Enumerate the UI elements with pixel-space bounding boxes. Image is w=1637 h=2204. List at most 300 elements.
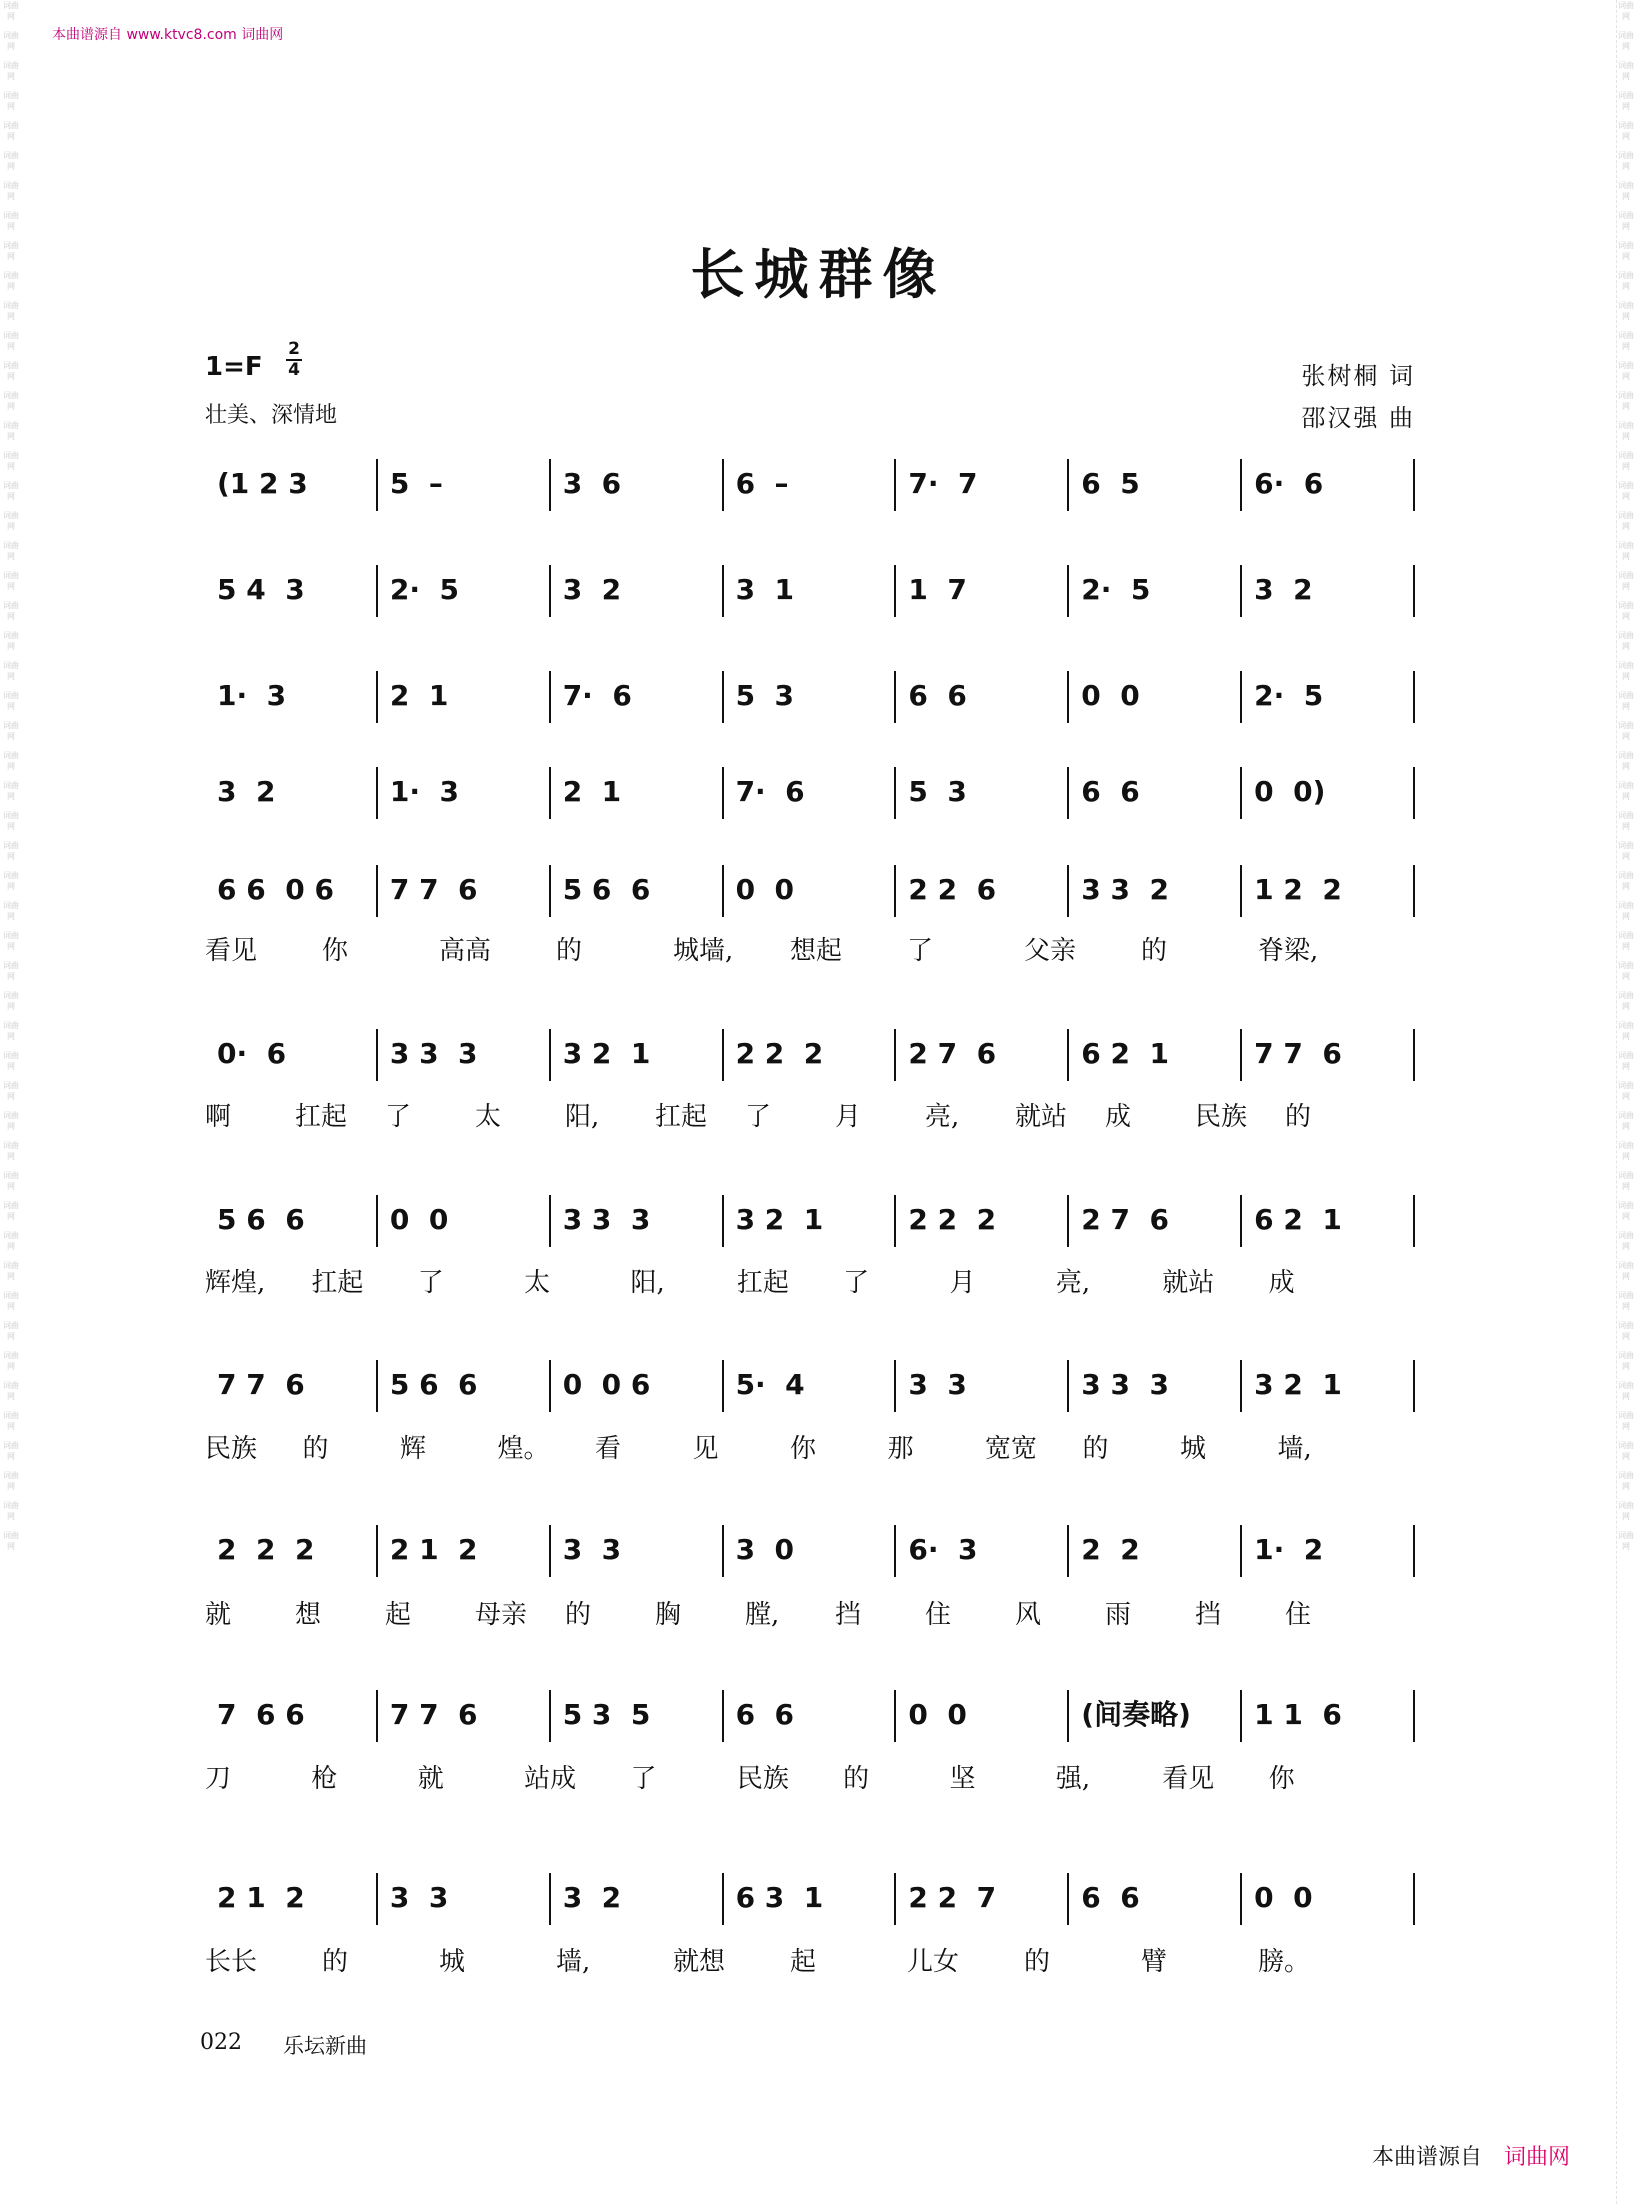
side-watermark-text: 词曲网 [3, 1411, 19, 1431]
barline [1413, 1029, 1415, 1081]
lyric-word: 扛起 [311, 1268, 364, 1298]
lyric-word: 那 [887, 1434, 914, 1464]
lyric-word: 煌。 [497, 1434, 550, 1464]
side-watermark-text: 词曲网 [1618, 121, 1634, 141]
barline [1067, 1360, 1069, 1412]
note-group: 6 2 1 [1254, 1203, 1342, 1236]
side-watermark-text: 词曲网 [3, 541, 19, 561]
lyric-line [205, 1096, 1415, 1136]
lyric-word: 想起 [790, 936, 843, 966]
barline [549, 1360, 551, 1412]
staff-line [205, 1685, 1415, 1745]
note-group: 5 4 3 [217, 573, 305, 606]
side-watermark-text: 词曲网 [3, 391, 19, 411]
note-group: 7· 6 [735, 775, 805, 808]
note-group: 3 1 [735, 573, 795, 606]
lyric-word: 坚 [949, 1764, 976, 1794]
side-watermark-text: 词曲网 [3, 121, 19, 141]
note-group: 3 3 3 [1081, 1368, 1169, 1401]
side-watermark-text: 词曲网 [3, 91, 19, 111]
lyric-word: 墙, [556, 1947, 591, 1977]
barline [722, 1360, 724, 1412]
barline [1413, 459, 1415, 511]
lyric-word: 的 [1141, 936, 1168, 966]
side-watermark-text: 词曲网 [1618, 841, 1634, 861]
side-watermark-text: 词曲网 [3, 931, 19, 951]
barline [549, 459, 551, 511]
side-watermark-text: 词曲网 [3, 1051, 19, 1071]
side-watermark-text: 词曲网 [3, 781, 19, 801]
side-watermark-text: 词曲网 [1618, 991, 1634, 1011]
side-watermark-text: 词曲网 [1618, 391, 1634, 411]
side-watermark-text: 词曲网 [1618, 271, 1634, 291]
barline [1067, 1525, 1069, 1577]
staff-line [205, 762, 1415, 822]
side-watermark-text: 词曲网 [1618, 1411, 1634, 1431]
note-group: 0 0) [1254, 775, 1326, 808]
side-watermark-text: 词曲网 [3, 481, 19, 501]
note-group: 0 0 [1254, 1881, 1313, 1914]
barline [376, 767, 378, 819]
barline [376, 671, 378, 723]
lyric-line [205, 930, 1415, 970]
lyric-word: 看见 [205, 936, 258, 966]
side-watermark-text: 词曲网 [3, 31, 19, 51]
lyric-word: 民族 [205, 1434, 258, 1464]
side-watermark-text: 词曲网 [1618, 1141, 1634, 1161]
lyric-word: 墙, [1277, 1434, 1312, 1464]
note-group: 3 0 [735, 1533, 795, 1566]
side-watermark-text: 词曲网 [3, 331, 19, 351]
side-watermark-text: 词曲网 [3, 1141, 19, 1161]
lyric-word: 长长 [205, 1947, 258, 1977]
barline [1240, 459, 1242, 511]
note-group: 3 3 2 [1081, 873, 1169, 906]
note-group: 6 2 1 [1081, 1037, 1169, 1070]
lyric-word: 儿女 [907, 1947, 960, 1977]
lyric-word: 起 [790, 1947, 817, 1977]
lyric-word: 脊梁, [1258, 936, 1319, 966]
side-watermark-text: 词曲网 [3, 1471, 19, 1491]
staff-line [205, 666, 1415, 726]
note-group: 2 1 [389, 679, 449, 712]
side-watermark-text: 词曲网 [1618, 1081, 1634, 1101]
note-group: 7 7 6 [1254, 1037, 1342, 1070]
side-watermark-text: 词曲网 [3, 421, 19, 441]
side-watermark-text: 词曲网 [1618, 181, 1634, 201]
lyric-line [205, 1941, 1415, 1981]
side-watermark-text: 词曲网 [1618, 901, 1634, 921]
lyric-word: 母亲 [475, 1600, 528, 1630]
lyric-word: 住 [925, 1600, 952, 1630]
right-watermark-strip [1616, 0, 1635, 2204]
barline [722, 459, 724, 511]
side-watermark-text: 词曲网 [3, 1441, 19, 1461]
barline [1240, 1873, 1242, 1925]
barline [549, 865, 551, 917]
note-group: 6 6 0 6 [217, 873, 334, 906]
side-watermark-text: 词曲网 [1618, 1021, 1634, 1041]
side-watermark-text: 词曲网 [1618, 241, 1634, 261]
lyric-word: 宽宽 [985, 1434, 1038, 1464]
side-watermark-text: 词曲网 [1618, 1501, 1634, 1521]
note-group: 0 0 [735, 873, 795, 906]
note-group: 2 2 [1081, 1533, 1140, 1566]
barline [894, 767, 896, 819]
note-group: 1 7 [908, 573, 967, 606]
lyric-word: 臂 [1141, 1947, 1168, 1977]
lyric-word: 刀 [205, 1764, 232, 1794]
side-watermark-text: 词曲网 [1618, 781, 1634, 801]
barline [376, 1525, 378, 1577]
song-title: 长城群像 [690, 243, 947, 306]
lyric-word: 膛, [745, 1600, 780, 1630]
barline [549, 1873, 551, 1925]
barline [376, 565, 378, 617]
side-watermark-text: 词曲网 [1618, 301, 1634, 321]
side-watermark-text: 词曲网 [1618, 331, 1634, 351]
barline [722, 1029, 724, 1081]
note-group: 6 3 1 [735, 1881, 824, 1914]
lyric-word: 了 [843, 1268, 870, 1298]
lyric-word: 阳, [630, 1268, 665, 1298]
barline [1240, 1690, 1242, 1742]
lyric-word: 住 [1285, 1600, 1312, 1630]
side-watermark-text: 词曲网 [1618, 871, 1634, 891]
lyric-word: 挡 [835, 1600, 862, 1630]
barline [1067, 1873, 1069, 1925]
note-group: 3 2 [217, 775, 276, 808]
side-watermark-text: 词曲网 [3, 1291, 19, 1311]
lyric-word: 膀。 [1258, 1947, 1311, 1977]
lyric-word: 的 [1285, 1102, 1312, 1132]
lyricist-credit: 张树桐 词 [1301, 362, 1415, 390]
side-watermark-text: 词曲网 [1618, 361, 1634, 381]
side-watermark-text: 词曲网 [1618, 541, 1634, 561]
lyric-word: 月 [835, 1102, 862, 1132]
lyric-word: 的 [556, 936, 583, 966]
staff-line [205, 1024, 1415, 1084]
bottom-source-watermark [1372, 2140, 1570, 2171]
lyric-line [205, 1428, 1415, 1468]
side-watermark-text: 词曲网 [1618, 61, 1634, 81]
barline [376, 1360, 378, 1412]
note-group: 5 6 6 [389, 1368, 478, 1401]
lyric-word: 的 [565, 1600, 592, 1630]
lyric-word: 挡 [1195, 1600, 1222, 1630]
lyric-word: 看见 [1162, 1764, 1215, 1794]
side-watermark-text: 词曲网 [3, 1081, 19, 1101]
note-group: (1 2 3 [217, 467, 308, 500]
lyric-word: 太 [524, 1268, 551, 1298]
note-group: 6 5 [1081, 467, 1140, 500]
side-watermark-text: 词曲网 [3, 691, 19, 711]
lyric-word: 父亲 [1024, 936, 1077, 966]
note-group: 3 3 [908, 1368, 967, 1401]
bottom-source-label: 本曲谱源自 [1372, 2145, 1483, 2170]
barline [1413, 1690, 1415, 1742]
side-watermark-text: 词曲网 [1618, 721, 1634, 741]
side-watermark-text: 词曲网 [1618, 1261, 1634, 1281]
page-number: 022 [200, 2030, 242, 2055]
note-group: 3 6 [562, 467, 622, 500]
note-group: 3 2 [562, 1881, 622, 1914]
lyric-word: 了 [417, 1268, 444, 1298]
barline [894, 1690, 896, 1742]
note-group: 5 6 6 [562, 873, 651, 906]
note-group: 5 3 5 [562, 1698, 651, 1731]
lyric-word: 月 [949, 1268, 976, 1298]
note-group: 3 3 3 [562, 1203, 651, 1236]
lyric-word: 了 [385, 1102, 412, 1132]
side-watermark-text: 词曲网 [1618, 961, 1634, 981]
barline [1240, 565, 1242, 617]
side-watermark-text: 词曲网 [3, 1, 19, 21]
side-watermark-text: 词曲网 [1618, 661, 1634, 681]
side-watermark-text: 词曲网 [3, 1231, 19, 1251]
side-watermark-text: 词曲网 [1618, 421, 1634, 441]
side-watermark-text: 词曲网 [3, 631, 19, 651]
side-watermark-text: 词曲网 [3, 1261, 19, 1281]
barline [1413, 1360, 1415, 1412]
barline [894, 1525, 896, 1577]
note-group: 5· 4 [735, 1368, 805, 1401]
side-watermark-text: 词曲网 [1618, 811, 1634, 831]
lyric-word: 就站 [1162, 1268, 1215, 1298]
barline [722, 1525, 724, 1577]
note-group: 7· 6 [562, 679, 632, 712]
side-watermark-text: 词曲网 [1618, 1531, 1634, 1551]
side-watermark-text: 词曲网 [1618, 511, 1634, 531]
barline [722, 865, 724, 917]
note-group: 6 6 [908, 679, 967, 712]
note-group: 3 3 [389, 1881, 449, 1914]
barline [376, 1029, 378, 1081]
lyric-line [205, 1758, 1415, 1798]
note-group: 5 3 [908, 775, 967, 808]
note-group: 1 2 2 [1254, 873, 1342, 906]
lyric-word: 民族 [1195, 1102, 1248, 1132]
staff-line [205, 1520, 1415, 1580]
note-group: 2 1 [562, 775, 622, 808]
lyric-word: 风 [1015, 1600, 1042, 1630]
side-watermark-text: 词曲网 [1618, 1111, 1634, 1131]
note-group: 7· 7 [908, 467, 978, 500]
barline [1067, 565, 1069, 617]
lyric-word: 城 [439, 1947, 466, 1977]
side-watermark-text: 词曲网 [3, 901, 19, 921]
barline [1067, 1690, 1069, 1742]
key-signature: 1=F [205, 352, 263, 382]
lyric-word: 的 [1024, 1947, 1051, 1977]
lyric-word: 辉煌, [205, 1268, 266, 1298]
side-watermark-text: 词曲网 [3, 991, 19, 1011]
side-watermark-text: 词曲网 [3, 1351, 19, 1371]
note-group: 0· 6 [217, 1037, 287, 1070]
note-group: 6 6 [1081, 775, 1140, 808]
lyric-word: 就 [205, 1600, 232, 1630]
barline [1067, 1195, 1069, 1247]
note-group: 2· 5 [1081, 573, 1151, 606]
note-group: 3 2 1 [1254, 1368, 1342, 1401]
barline [1240, 1195, 1242, 1247]
side-watermark-text: 词曲网 [1618, 451, 1634, 471]
side-watermark-text: 词曲网 [1618, 1351, 1634, 1371]
note-group: 2 2 2 [735, 1037, 824, 1070]
barline [1067, 767, 1069, 819]
side-watermark-text: 词曲网 [3, 301, 19, 321]
side-watermark-text: 词曲网 [3, 1201, 19, 1221]
note-group: 2 7 6 [908, 1037, 997, 1070]
side-watermark-text: 词曲网 [3, 61, 19, 81]
side-watermark-text: 词曲网 [3, 151, 19, 171]
note-group: 1· 3 [217, 679, 287, 712]
side-watermark-text: 词曲网 [1618, 1441, 1634, 1461]
left-watermark-strip [2, 0, 20, 2204]
note-group: 2· 5 [389, 573, 459, 606]
bottom-source-site: 词曲网 [1504, 2145, 1571, 2170]
note-group: 0 0 6 [562, 1368, 651, 1401]
lyric-line [205, 1594, 1415, 1634]
lyric-word: 雨 [1105, 1600, 1132, 1630]
note-group: 1 1 6 [1254, 1698, 1342, 1731]
lyric-word: 扛起 [295, 1102, 348, 1132]
note-group: 1· 3 [389, 775, 459, 808]
side-watermark-text: 词曲网 [1618, 751, 1634, 771]
lyric-word: 了 [745, 1102, 772, 1132]
barline [1413, 1873, 1415, 1925]
barline [376, 865, 378, 917]
side-watermark-text: 词曲网 [3, 871, 19, 891]
side-watermark-text: 词曲网 [3, 451, 19, 471]
side-watermark-text: 词曲网 [1618, 1291, 1634, 1311]
side-watermark-text: 词曲网 [1618, 1171, 1634, 1191]
barline [1240, 1360, 1242, 1412]
note-group: 3 3 [562, 1533, 622, 1566]
side-watermark-text: 词曲网 [3, 211, 19, 231]
lyric-word: 亮, [925, 1102, 960, 1132]
note-group: 2 7 6 [1081, 1203, 1169, 1236]
composer-credit: 邵汉强 曲 [1301, 404, 1415, 432]
note-group: 2· 5 [1254, 679, 1324, 712]
note-group: 5 3 [735, 679, 795, 712]
side-watermark-text: 词曲网 [3, 361, 19, 381]
lyric-word: 啊 [205, 1102, 232, 1132]
barline [549, 1525, 551, 1577]
staff-line [205, 560, 1415, 620]
note-group: 7 7 6 [389, 873, 478, 906]
barline [1413, 767, 1415, 819]
note-group: 7 7 6 [389, 1698, 478, 1731]
note-group: 2 1 2 [389, 1533, 478, 1566]
side-watermark-text: 词曲网 [1618, 1201, 1634, 1221]
barline [376, 459, 378, 511]
staff-line [205, 1190, 1415, 1250]
side-watermark-text: 词曲网 [1618, 211, 1634, 231]
lyric-word: 了 [907, 936, 934, 966]
lyric-word: 民族 [736, 1764, 789, 1794]
barline [1413, 565, 1415, 617]
side-watermark-text: 词曲网 [3, 601, 19, 621]
barline [549, 1690, 551, 1742]
note-group: 6 – [735, 467, 789, 500]
note-group: 1· 2 [1254, 1533, 1324, 1566]
lyric-word: 强, [1055, 1764, 1091, 1794]
side-watermark-text: 词曲网 [1618, 481, 1634, 501]
barline [894, 865, 896, 917]
side-watermark-text: 词曲网 [3, 1531, 19, 1551]
lyric-word: 的 [302, 1434, 329, 1464]
barline [1413, 1525, 1415, 1577]
barline [549, 671, 551, 723]
lyric-word: 你 [322, 936, 349, 966]
barline [1240, 671, 1242, 723]
barline [1413, 1195, 1415, 1247]
note-group: 2 2 6 [908, 873, 997, 906]
note-group: 3 3 3 [389, 1037, 478, 1070]
barline [1413, 865, 1415, 917]
barline [549, 565, 551, 617]
side-watermark-text: 词曲网 [1618, 631, 1634, 651]
barline [722, 1690, 724, 1742]
tempo-marking: 壮美、深情地 [205, 403, 338, 428]
note-group: 5 – [389, 467, 443, 500]
barline [1067, 1029, 1069, 1081]
lyric-word: 起 [385, 1600, 412, 1630]
barline [376, 1690, 378, 1742]
note-group: 7 7 6 [217, 1368, 305, 1401]
lyric-line [205, 1262, 1415, 1302]
side-watermark-text: 词曲网 [3, 271, 19, 291]
note-group: 2 2 2 [908, 1203, 997, 1236]
time-signature-bottom: 4 [288, 360, 300, 380]
staff-line [205, 454, 1415, 514]
side-watermark-text: 词曲网 [1618, 91, 1634, 111]
barline [722, 1195, 724, 1247]
lyric-word: 太 [475, 1102, 502, 1132]
lyric-word: 看 [595, 1434, 622, 1464]
note-group: 6 6 [1081, 1881, 1140, 1914]
note-group: 3 2 [562, 573, 622, 606]
note-group: (间奏略) [1081, 1698, 1191, 1731]
barline [1240, 767, 1242, 819]
side-watermark-text: 词曲网 [1618, 1381, 1634, 1401]
barline [1413, 671, 1415, 723]
side-watermark-text: 词曲网 [1618, 1231, 1634, 1251]
side-watermark-text: 词曲网 [3, 1321, 19, 1341]
lyric-word: 成 [1105, 1102, 1132, 1132]
lyric-word: 了 [630, 1764, 657, 1794]
lyric-word: 成 [1268, 1268, 1295, 1298]
barline [722, 767, 724, 819]
lyric-word: 就 [417, 1764, 444, 1794]
note-group: 3 2 1 [735, 1203, 824, 1236]
time-signature [284, 340, 304, 380]
note-group: 6 6 [735, 1698, 795, 1731]
lyric-word: 你 [1268, 1764, 1295, 1794]
side-watermark-text: 词曲网 [3, 1381, 19, 1401]
note-group: 2 2 7 [908, 1881, 997, 1914]
barline [549, 767, 551, 819]
note-group: 3 2 1 [562, 1037, 651, 1070]
side-watermark-text: 词曲网 [1618, 691, 1634, 711]
barline [894, 1029, 896, 1081]
barline [894, 459, 896, 511]
lyric-word: 想 [295, 1600, 322, 1630]
side-watermark-text: 词曲网 [3, 811, 19, 831]
side-watermark-text: 词曲网 [3, 961, 19, 981]
lyric-word: 就想 [673, 1947, 726, 1977]
